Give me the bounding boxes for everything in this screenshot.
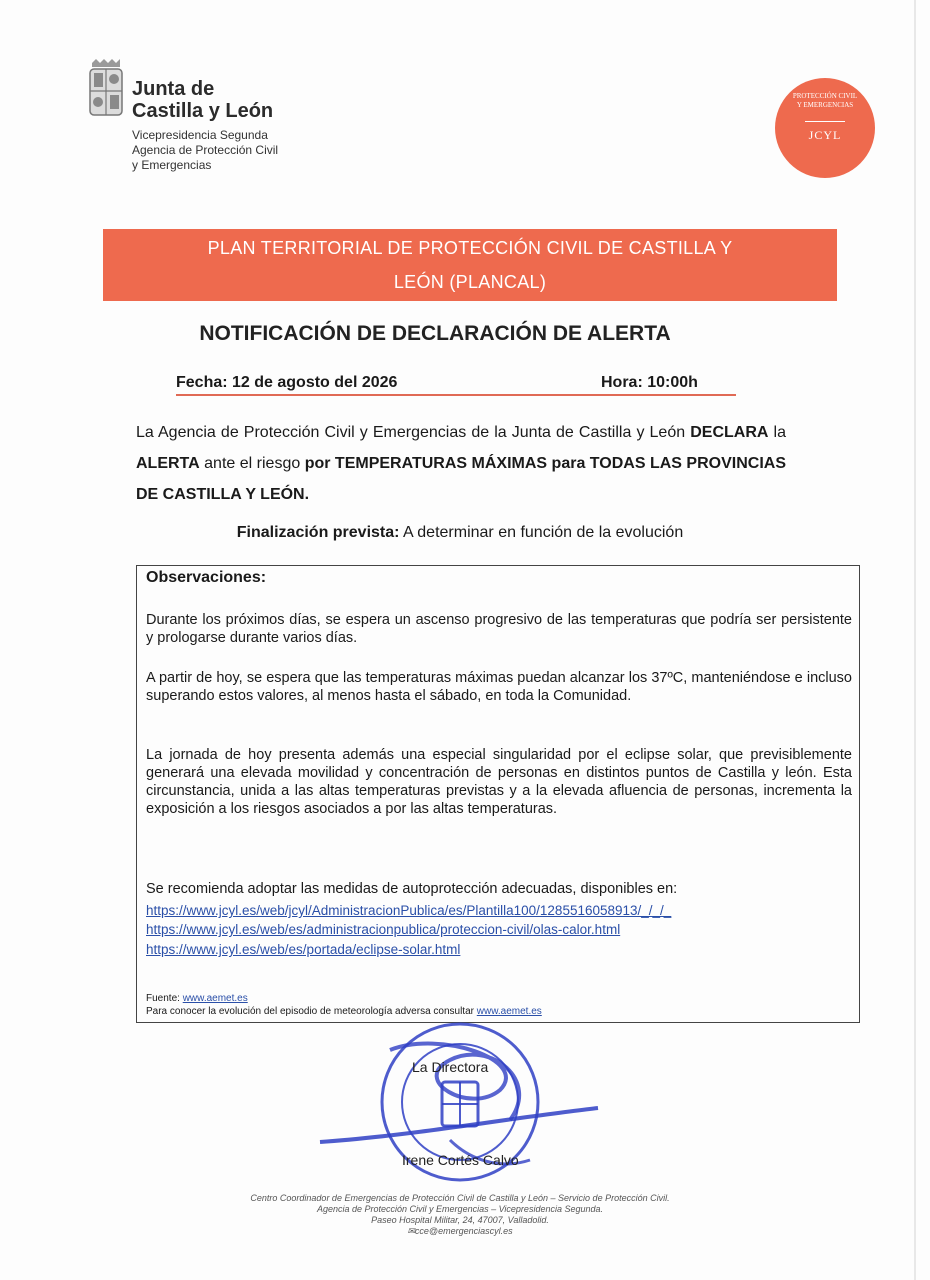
source-link[interactable]: www.aemet.es: [182, 993, 248, 1004]
banner-line1: PLAN TERRITORIAL DE PROTECCIÓN CIVIL DE CASTILLA Y: [207, 238, 733, 258]
proteccion-civil-logo: [775, 78, 875, 178]
declaration-text-3: ante el riesgo: [199, 455, 305, 472]
org-sub-line2: Agencia de Protección Civil: [132, 143, 279, 157]
org-subtitle: [132, 128, 278, 173]
plan-banner: [103, 229, 837, 301]
hour-field: Hora: 10:00h: [601, 374, 698, 391]
recommendation-text: Se recomienda adoptar las medidas de autoprotección adecuadas, disponibles en:: [146, 881, 678, 897]
declaration-paragraph: [136, 417, 786, 510]
declaration-text-1: La Agencia de Protección Civil y Emergencias de la Junta de Castilla y León: [136, 424, 686, 441]
org-name: [132, 78, 273, 122]
finalization-value: A determinar en función de la evolución: [399, 524, 684, 541]
date-field: Fecha: 12 de agosto del 2026: [176, 374, 398, 391]
observation-paragraph-2: A partir de hoy, se espera que las temperaturas máximas puedan alcanzar los 37ºC, manteniéndose e incluso superando estos valores, al menos hasta el sábado, en toda la Comunidad.: [146, 670, 852, 704]
finalization-line: [0, 524, 920, 542]
footer-email[interactable]: cce@emergenciascyl.es: [414, 1226, 513, 1236]
logo-line2: Y EMERGENCIAS: [796, 101, 854, 109]
evolution-text: Para conocer la evolución del episodio de meteorología adversa consultar: [146, 1006, 477, 1017]
signatory-role: La Directora: [412, 1059, 489, 1075]
declaration-text-2: la: [768, 424, 786, 441]
page-edge: [914, 0, 916, 1280]
document-title: NOTIFICACIÓN DE DECLARACIÓN DE ALERTA: [199, 322, 671, 345]
declaration-alerta: ALERTA: [136, 455, 200, 472]
org-sub-line3: y Emergencias: [132, 158, 212, 172]
source-label: Fuente:: [146, 993, 183, 1004]
link-plantilla[interactable]: https://www.jcyl.es/web/jcyl/AdministracionPublica/es/Plantilla100/1285516058913/_/_/_: [146, 903, 672, 918]
link-eclipse-solar[interactable]: https://www.jcyl.es/web/es/portada/eclipse-solar.html: [146, 942, 461, 957]
org-name-line1: Junta de: [132, 78, 215, 100]
observation-paragraph-3: La jornada de hoy presenta además una especial singularidad por el eclipse solar, que previsiblemente generará una elevada movilidad y concentración de personas en distintos puntos de Castilla y león. Esta circunstancia, unida a las altas temperaturas previstas y a la elevada afluencia de personas, incrementa la exposición a los riesgos asociados a por las altas temperaturas.: [146, 747, 852, 817]
footer-email-row: [0, 1226, 920, 1237]
source-line: [146, 993, 248, 1004]
footer-line2: Agencia de Protección Civil y Emergencias – Vicepresidencia Segunda.: [317, 1204, 603, 1214]
junta-crest-icon: [86, 57, 126, 121]
declaration-risk: por TEMPERATURAS MÁXIMAS para TODAS LAS PROVINCIAS DE CASTILLA Y LEÓN.: [136, 455, 786, 503]
observation-paragraph-1: Durante los próximos días, se espera un ascenso progresivo de las temperaturas que podría ser persistente y prologarse durante varios días.: [146, 612, 852, 646]
mail-icon: ✉: [407, 1226, 415, 1236]
footer-line1: Centro Coordinador de Emergencias de Protección Civil de Castilla y León – Servicio de Protección Civil.: [250, 1193, 670, 1203]
proteccion-civil-logo-text: [775, 92, 875, 110]
observations-title: Observaciones:: [146, 569, 267, 586]
banner-line2: LEÓN (PLANCAL): [393, 272, 547, 292]
evolution-link[interactable]: www.aemet.es: [476, 1006, 542, 1017]
logo-line1: PROTECCIÓN CIVIL: [792, 92, 858, 100]
link-olas-calor[interactable]: https://www.jcyl.es/web/es/administracionpublica/proteccion-civil/olas-calor.html: [146, 922, 621, 937]
finalization-label: Finalización prevista:: [236, 524, 400, 541]
observations-box: [136, 565, 860, 1023]
evolution-line: [146, 1006, 542, 1017]
logo-brand: JCYL: [808, 128, 842, 142]
footer: [0, 1193, 920, 1237]
date-underline: [176, 394, 736, 396]
signatory-name: Irene Cortés Calvo: [402, 1152, 519, 1168]
declaration-declara: DECLARA: [690, 424, 769, 441]
org-name-line2: Castilla y León: [132, 100, 274, 122]
org-sub-line1: Vicepresidencia Segunda: [132, 128, 268, 142]
footer-line3: Paseo Hospital Militar, 24, 47007, Valladolid.: [371, 1215, 549, 1225]
logo-divider: [805, 121, 845, 122]
